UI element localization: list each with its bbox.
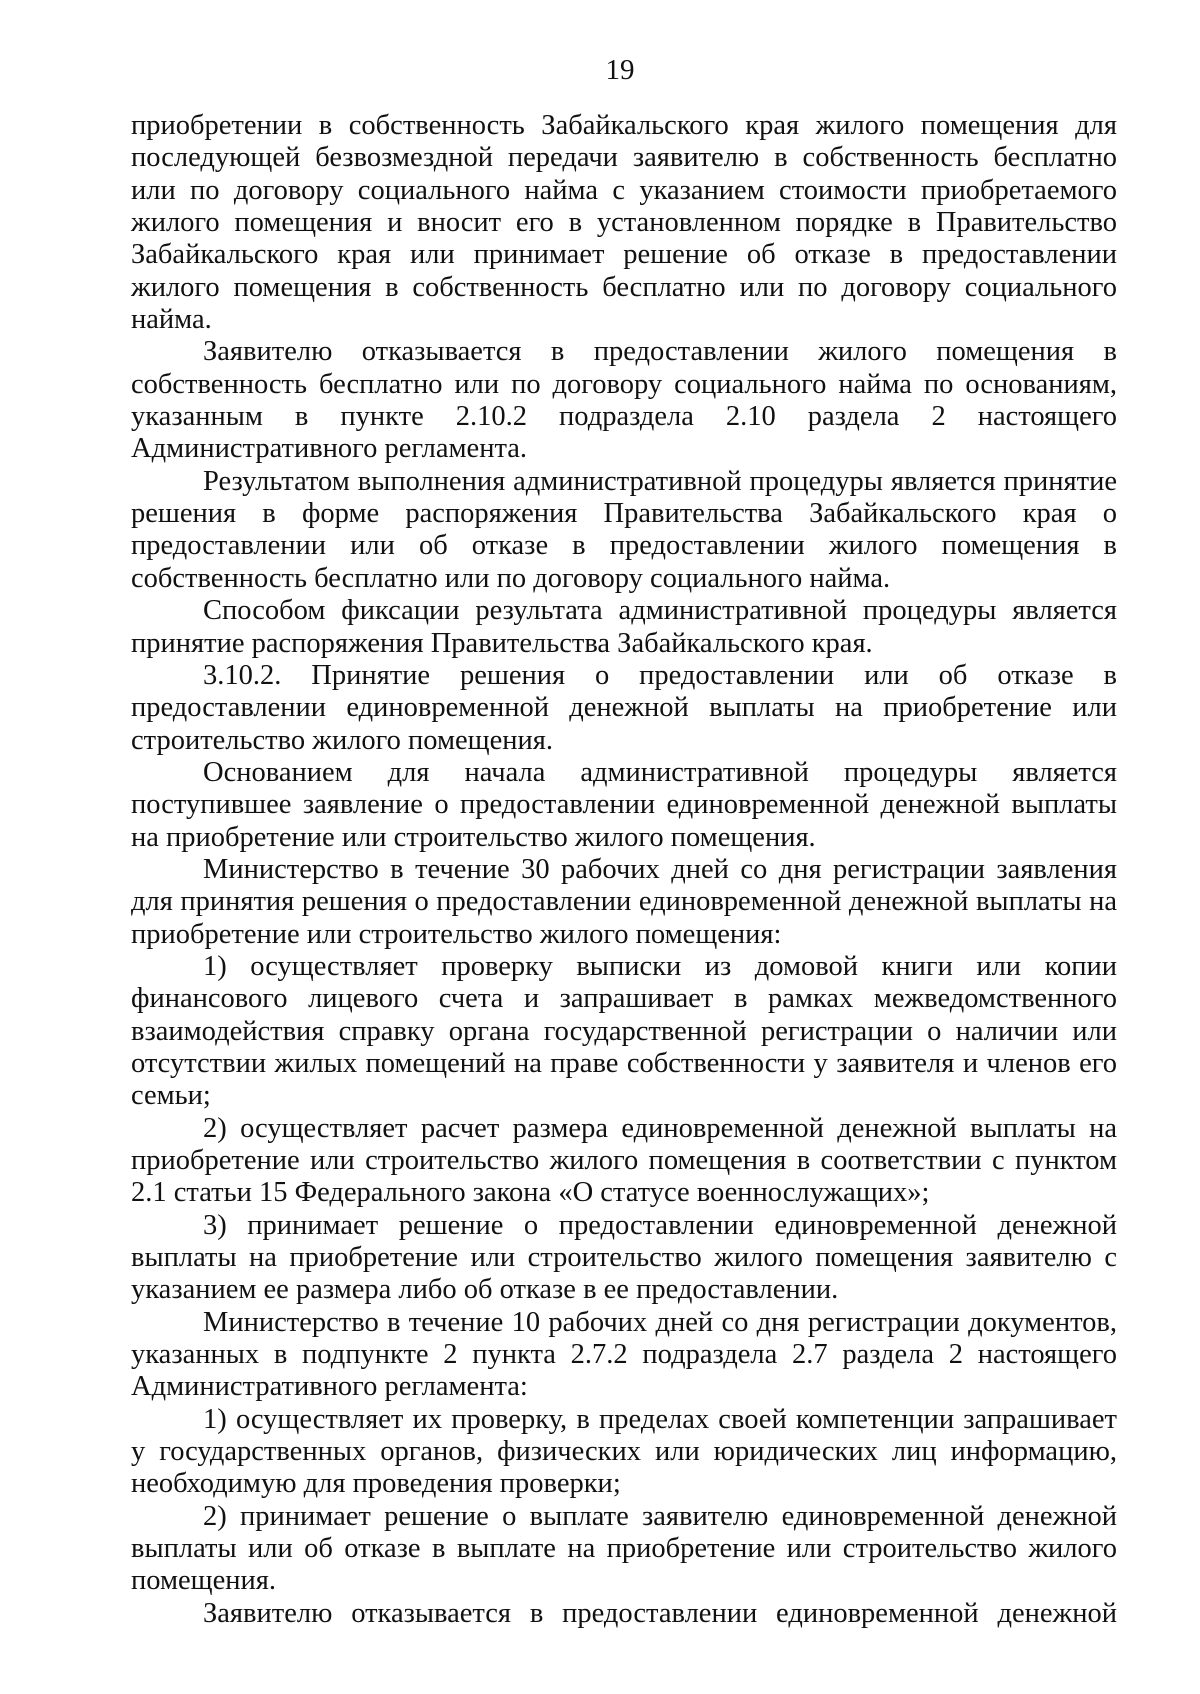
paragraph: приобретении в собственность Забайкальского края жилого помещения для последующей безвозмездной передачи заявителю в собственность бесплатно или по договору социального найма с указанием стоимости приобретаемого жилого помещения и вносит его в установленном порядке в Правительство Забайкальского края или принимает решение об отказе в предоставлении жилого помещения в собственность бесплатно или по договору социального найма. [131, 110, 1117, 336]
list-item: 1) осуществляет их проверку, в пределах своей компетенции запрашивает у государственных органов, физических или юридических лиц информацию, необходимую для проведения проверки; [131, 1403, 1117, 1500]
document-body [131, 110, 1117, 1630]
paragraph: Заявителю отказывается в предоставлении единовременной денежной [203, 1597, 1117, 1629]
paragraph: Заявителю отказывается в предоставлении жилого помещения в собственность бесплатно или по договору социального найма по основаниям, указанным в пункте 2.10.2 подраздела 2.10 раздела 2 настоящего Административного регламента. [131, 336, 1117, 465]
paragraph: Министерство в течение 30 рабочих дней со дня регистрации заявления для принятия решения о предоставлении единовременной денежной выплаты на приобретение или строительство жилого помещения: [131, 853, 1117, 950]
paragraph: Министерство в течение 10 рабочих дней со дня регистрации документов, указанных в подпункте 2 пункта 2.7.2 подраздела 2.7 раздела 2 настоящего Административного регламента: [131, 1306, 1117, 1403]
paragraph: 3.10.2. Принятие решения о предоставлении или об отказе в предоставлении единовременной денежной выплаты на приобретение или строительство жилого помещения. [131, 659, 1117, 756]
list-item: 2) осуществляет расчет размера единовременной денежной выплаты на приобретение или строительство жилого помещения в соответствии с пунктом 2.1 статьи 15 Федерального закона «О статусе военнослужащих»; [131, 1112, 1117, 1209]
list-item: 1) осуществляет проверку выписки из домовой книги или копии финансового лицевого счета и запрашивает в рамках межведомственного взаимодействия справку органа государственной регистрации о наличии или отсутствии жилых помещений на праве собственности у заявителя и членов его семьи; [131, 950, 1117, 1112]
list-item: 2) принимает решение о выплате заявителю единовременной денежной выплаты или об отказе в выплате на приобретение или строительство жилого помещения. [131, 1500, 1117, 1597]
list-item: 3) принимает решение о предоставлении единовременной денежной выплаты на приобретение или строительство жилого помещения заявителю с указанием ее размера либо об отказе в ее предоставлении. [131, 1209, 1117, 1306]
paragraph: Результатом выполнения административной процедуры является принятие решения в форме распоряжения Правительства Забайкальского края о предоставлении или об отказе в предоставлении жилого помещения в собственность бесплатно или по договору социального найма. [131, 465, 1117, 594]
paragraph: Способом фиксации результата административной процедуры является принятие распоряжения Правительства Забайкальского края. [131, 595, 1117, 659]
page-number: 19 [605, 54, 635, 86]
paragraph: Основанием для начала административной процедуры является поступившее заявление о предоставлении единовременной денежной выплаты на приобретение или строительство жилого помещения. [131, 756, 1117, 853]
